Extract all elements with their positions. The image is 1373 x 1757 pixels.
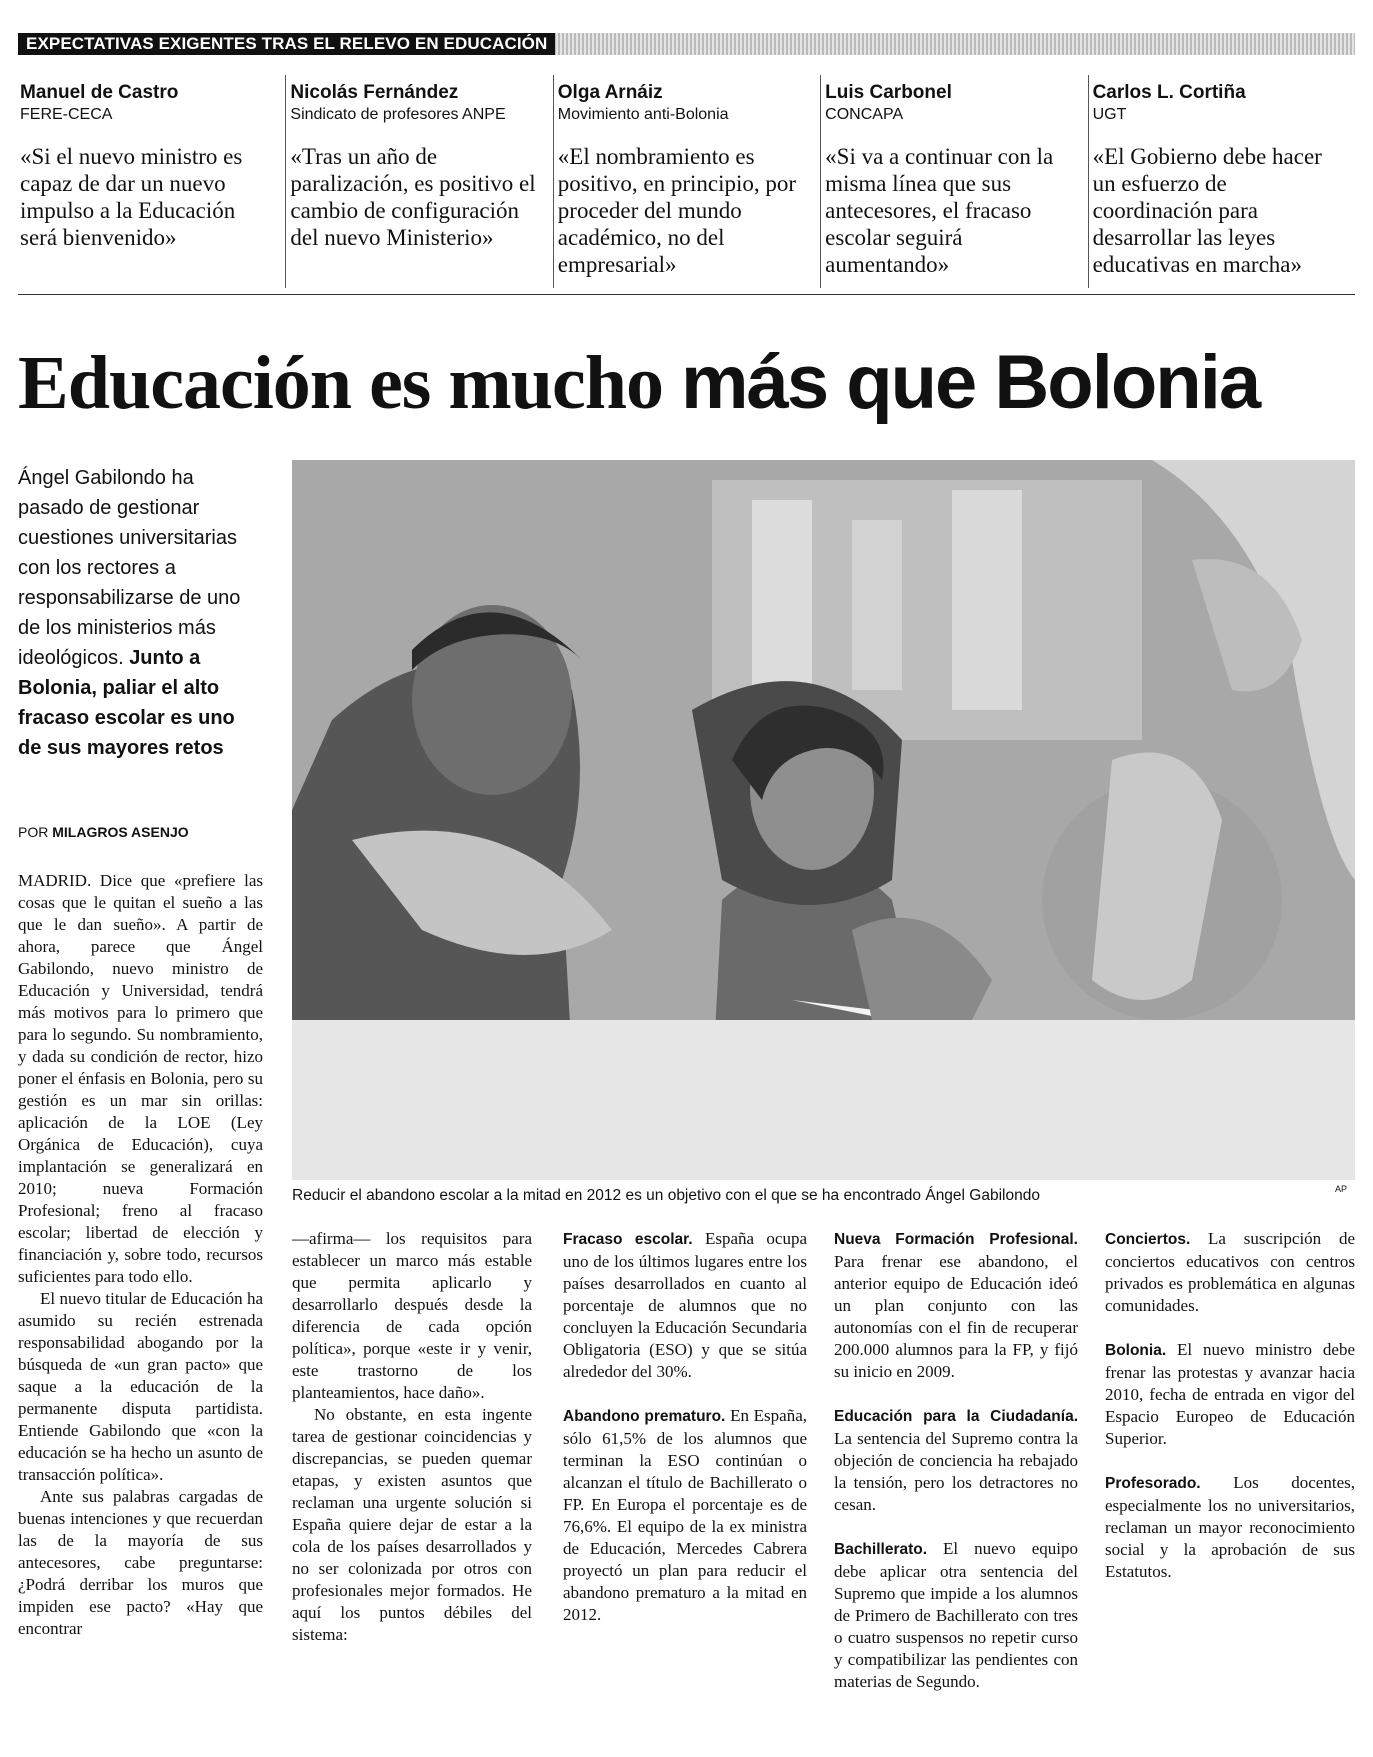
weakness-title: Nueva Formación Profesional.: [834, 1231, 1078, 1248]
quote-author: Nicolás Fernández: [290, 82, 459, 103]
byline: [18, 824, 258, 840]
quote-block: [553, 75, 820, 288]
body-paragraph: No obstante, en esta ingente tarea de gestionar coincidencias y discrepancias, se pueden quemar etapas, y existen asuntos que reclaman una urgente solución si España quiere dejar de estar a la cola de los países desarrollados y no ser colonizada por otros con profesionales mejor formados. He aquí los puntos débiles del sistema:: [292, 1405, 532, 1644]
headline-light: Educación es mucho: [18, 341, 681, 425]
divider-rule: [18, 294, 1355, 295]
weakness-item: [1105, 1339, 1355, 1450]
weakness-title: Abandono prematuro.: [563, 1408, 726, 1425]
photo-caption: Reducir el abandono escolar a la mitad en 2012 es un objetivo con el que se ha encontrado Ángel Gabilondo: [292, 1187, 1040, 1204]
weakness-title: Bolonia.: [1105, 1342, 1167, 1359]
quote-text: «Tras un año de paralización, es positivo el cambio de configuración del nuevo Ministerio»: [290, 144, 536, 250]
quote-block: [285, 75, 552, 288]
weakness-title: Bachillerato.: [834, 1541, 928, 1558]
section-kicker: [18, 33, 1355, 55]
weakness-item: [834, 1228, 1078, 1383]
body-paragraph: Ante sus palabras cargadas de buenas intenciones y que recuerdan las de la mayoría de sus antecesores, cabe preguntarse: ¿Podrá derribar los muros que impiden ese pacto? «Hay que encontrar: [18, 1487, 263, 1638]
quote-organization: CONCAPA: [825, 106, 904, 123]
weakness-title: Profesorado.: [1105, 1475, 1201, 1492]
quote-text: «El nombramiento es positivo, en principio, por proceder del mundo académico, no del empresarial»: [557, 144, 797, 277]
weakness-item: [563, 1228, 807, 1383]
quote-author: Manuel de Castro: [20, 82, 179, 103]
body-column-5: [1105, 1228, 1355, 1605]
body-paragraph: —afirma— los requisitos para establecer un marco más estable que permita aplicarlo y desarrollarlo después desde la diferencia de cada opción política», porque «este ir y venir, este trastorno de los planteamientos, hace daño».: [292, 1229, 532, 1402]
weakness-text: España ocupa uno de los últimos lugares entre los países desarrollados en cuanto al porcentaje de alumnos que no concluyen la Educación Secundaria Obligatoria (ESO) y que se sitúa alrededor del 30%.: [563, 1229, 807, 1381]
quote-author: Olga Arnáiz: [557, 82, 663, 103]
article-deck: [18, 463, 258, 763]
deck-bold: Junto a Bolonia, paliar el alto fracaso escolar es uno de sus mayores retos: [18, 647, 235, 759]
quote-author: Luis Carbonel: [825, 82, 952, 103]
byline-author: MILAGROS ASENJO: [52, 824, 189, 840]
weakness-item: [834, 1538, 1078, 1693]
photo-illustration: [292, 460, 1355, 1180]
article-headline: [18, 340, 1355, 430]
quote-block: [820, 75, 1087, 288]
weakness-text: En España, sólo 61,5% de los alumnos que terminan la ESO continúan o alcanzan el título de Bachillerato o FP. En Europa el porcentaje es de 76,6%. El equipo de la ex ministra de Educación, Mercedes Cabrera proyectó un plan para reducir el abandono prematuro a la mitad en 2012.: [563, 1406, 808, 1624]
weakness-text: El nuevo equipo debe aplicar otra sentencia del Supremo que impide a los alumnos de Primero de Bachillerato con tres o cuatro suspensos no repetir curso y compatibilizar las pendientes con materias de Segundo.: [834, 1539, 1078, 1691]
photo-credit: AP: [1335, 1184, 1348, 1194]
weakness-title: Educación para la Ciudadanía.: [834, 1408, 1078, 1425]
quote-text: «Si va a continuar con la misma línea que sus antecesores, el fracaso escolar seguirá aumentando»: [825, 144, 1054, 277]
quote-organization: UGT: [1092, 106, 1127, 123]
quote-organization: Movimiento anti-Bolonia: [557, 106, 729, 123]
body-column-3: [563, 1228, 807, 1648]
weakness-item: [563, 1405, 807, 1626]
kicker-label: EXPECTATIVAS EXIGENTES TRAS EL RELEVO EN EDUCACIÓN: [18, 33, 555, 55]
byline-prefix: POR: [18, 824, 53, 840]
weakness-item: [1105, 1228, 1355, 1317]
quote-text: «El Gobierno debe hacer un esfuerzo de coordinación para desarrollar las leyes educativas en marcha»: [1092, 144, 1322, 277]
article-photo: [292, 460, 1355, 1180]
body-paragraph: El nuevo titular de Educación ha asumido su recién estrenada responsabilidad abogando por la búsqueda de «un gran pacto» que saque a la educación de la permanente disputa partidista. Entiende Gabilondo que «con la educación se ha hecho un asunto de transacción política».: [18, 1289, 263, 1484]
quote-author: Carlos L. Cortiña: [1092, 82, 1246, 103]
quote-text: «Si el nuevo ministro es capaz de dar un nuevo impulso a la Educación será bienvenido»: [20, 144, 243, 250]
quote-organization: Sindicato de profesores ANPE: [290, 106, 506, 123]
weakness-text: Para frenar ese abandono, el anterior equipo de Educación ideó un plan conjunto con las autonomías con el fin de recuperar 200.000 alumnos para la FP, y fijó su inicio en 2009.: [834, 1252, 1078, 1381]
weakness-title: Conciertos.: [1105, 1231, 1191, 1248]
headline-bold: más que Bolonia: [680, 340, 1260, 425]
weakness-title: Fracaso escolar.: [563, 1231, 693, 1248]
quote-block: [18, 75, 285, 288]
body-column-1: [18, 870, 263, 1640]
body-paragraph: MADRID. Dice que «prefiere las cosas que le quitan el sueño a las que le dan sueño». A partir de ahora, parece que Ángel Gabilondo, nuevo ministro de Educación y Universidad, tendrá más motivos para lo primero que para lo segundo. Su nombramiento, y dada su condición de rector, hizo poner el énfasis en Bolonia, pero su gestión es un mar sin orillas: aplicación de la LOE (Ley Orgánica de Educación), cuya implantación se generalizará en 2010; nueva Formación Profesional; freno al fracaso escolar; libertad de elección y financiación y, sobre todo, recursos suficientes para todo ello.: [18, 871, 263, 1286]
deck-regular: Ángel Gabilondo ha pasado de gestionar cuestiones universitarias con los rectores a responsabilizarse de uno de los ministerios más ideológicos.: [18, 467, 241, 669]
weakness-item: [1105, 1472, 1355, 1583]
body-column-4: [834, 1228, 1078, 1715]
body-column-2: [292, 1228, 532, 1646]
quotes-row: [18, 75, 1355, 288]
quote-organization: FERE-CECA: [20, 106, 113, 123]
weakness-text: La sentencia del Supremo contra la objeción de conciencia ha rebajado la tensión, pero los detractores no cesan.: [834, 1429, 1078, 1514]
weakness-text: La suscripción de conciertos educativos con centros privados es problemática en algunas comunidades.: [1105, 1229, 1355, 1315]
weakness-text: El nuevo ministro debe frenar las protestas y avanzar hacia 2010, fecha de entrada en vigor del Espacio Europeo de Educación Superior.: [1105, 1340, 1355, 1448]
weakness-text: Los docentes, especialmente los no universitarios, reclaman un mayor reconocimiento social y la aprobación de sus Estatutos.: [1105, 1473, 1355, 1581]
weakness-item: [834, 1405, 1078, 1516]
quote-block: [1088, 75, 1355, 288]
